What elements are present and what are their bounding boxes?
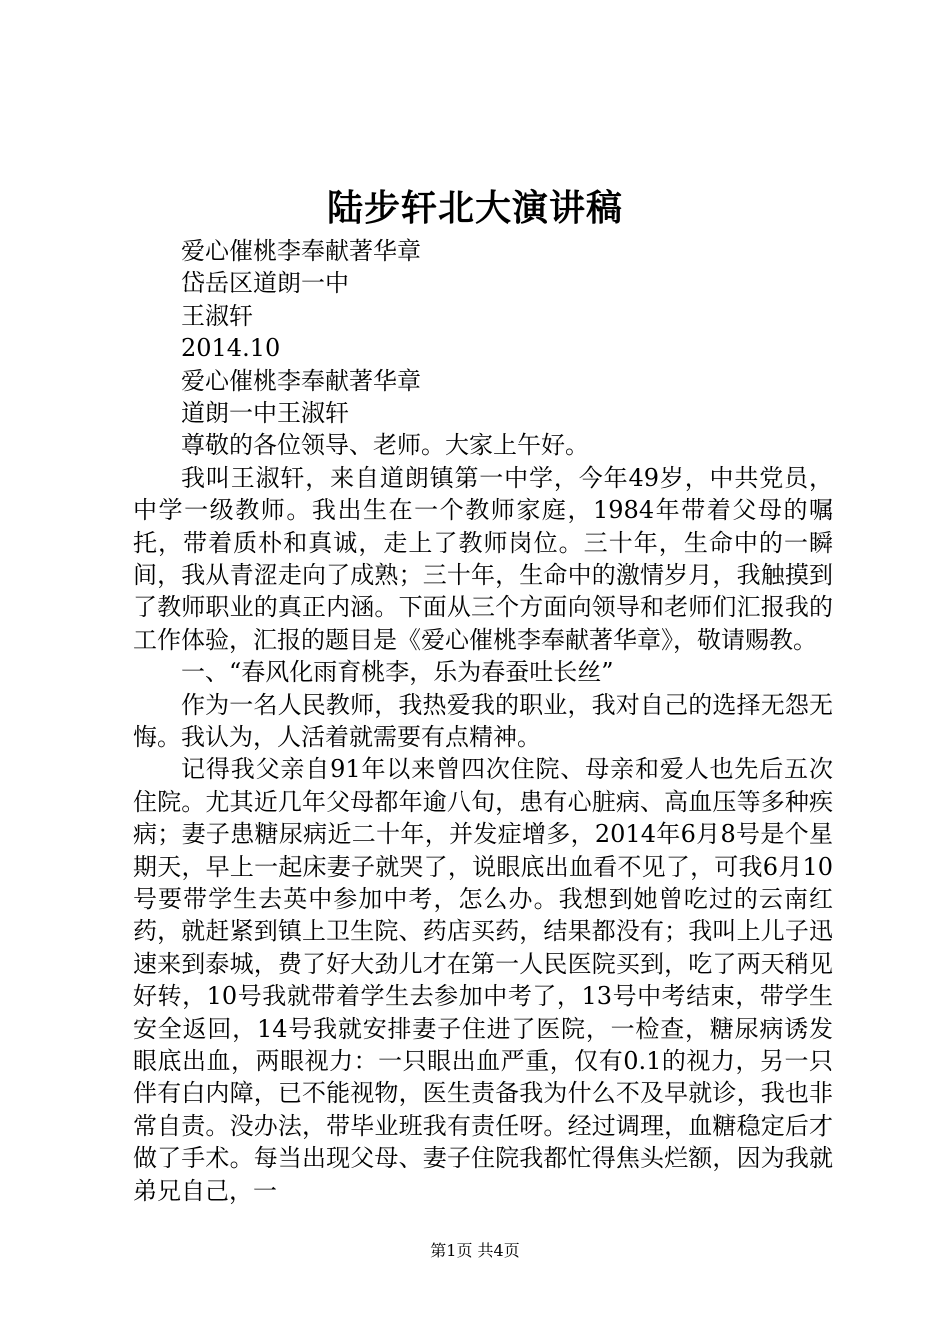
page-footer: 第1页 共4页 bbox=[430, 1241, 520, 1260]
body-paragraph: 记得我父亲自91年以来曾四次住院、母亲和爱人也先后五次住院。尤其近几年父母都年逾八旬，患有心脏病、高血压等多种疾病；妻子患糖尿病近二十年，并发症增多，2014年6月8号是个星期天，早上一起床妻子就哭了，说眼底出血看不见了，可我6月10号要带学生去英中参加中考，怎么办。我想到她曾吃过的云南红药，就赶紧到镇上卫生院、药店买药，结果都没有；我叫上儿子迅速来到泰城，费了好大劲儿才在第一人民医院买到，吃了两天稍见好转，10号我就带着学生去参加中考了，13号中考结束，带学生安全返回，14号我就安排妻子住进了医院，一检查，糖尿病诱发眼底出血，两眼视力：一只眼出血严重，仅有0.1的视力，另一只伴有白内障，已不能视物，医生责备我为什么不及早就诊，我也非常自责。没办法，带毕业班我有责任呀。经过调理，血糖稳定后才做了手术。每当出现父母、妻子住院我都忙得焦头烂额，因为我就弟兄自己，一 bbox=[133, 755, 833, 1205]
document-title: 陆步轩北大演讲稿 bbox=[326, 187, 623, 229]
header-line: 岱岳区道朗一中 bbox=[181, 269, 349, 298]
header-line: 爱心催桃李奉献著华章 bbox=[181, 366, 421, 395]
header-line: 2014.10 bbox=[181, 334, 281, 363]
section-heading: 一、“春风化雨育桃李，乐为春蚕吐长丝” bbox=[181, 658, 614, 687]
body-paragraph: 作为一名人民教师，我热爱我的职业，我对自己的选择无怨无悔。我认为，人活着就需要有点精神。 bbox=[133, 690, 833, 751]
greeting-line: 尊敬的各位领导、老师。大家上午好。 bbox=[181, 431, 589, 460]
document-body bbox=[133, 235, 833, 1207]
header-line: 爱心催桃李奉献著华章 bbox=[181, 237, 421, 265]
header-line: 王淑轩 bbox=[181, 301, 253, 330]
body-paragraph: 我叫王淑轩，来自道朗镇第一中学，今年49岁，中共党员，中学一级教师。我出生在一个教师家庭，1984年带着父母的嘱托，带着质朴和真诚，走上了教师岗位。三十年，生命中的一瞬间，我从青涩走向了成熟；三十年，生命中的激情岁月，我触摸到了教师职业的真正内涵。下面从三个方面向领导和老师们汇报我的工作体验，汇报的题目是《爱心催桃李奉献著华章》，敬请赐教。 bbox=[133, 463, 833, 654]
header-line: 道朗一中王淑轩 bbox=[181, 398, 349, 427]
